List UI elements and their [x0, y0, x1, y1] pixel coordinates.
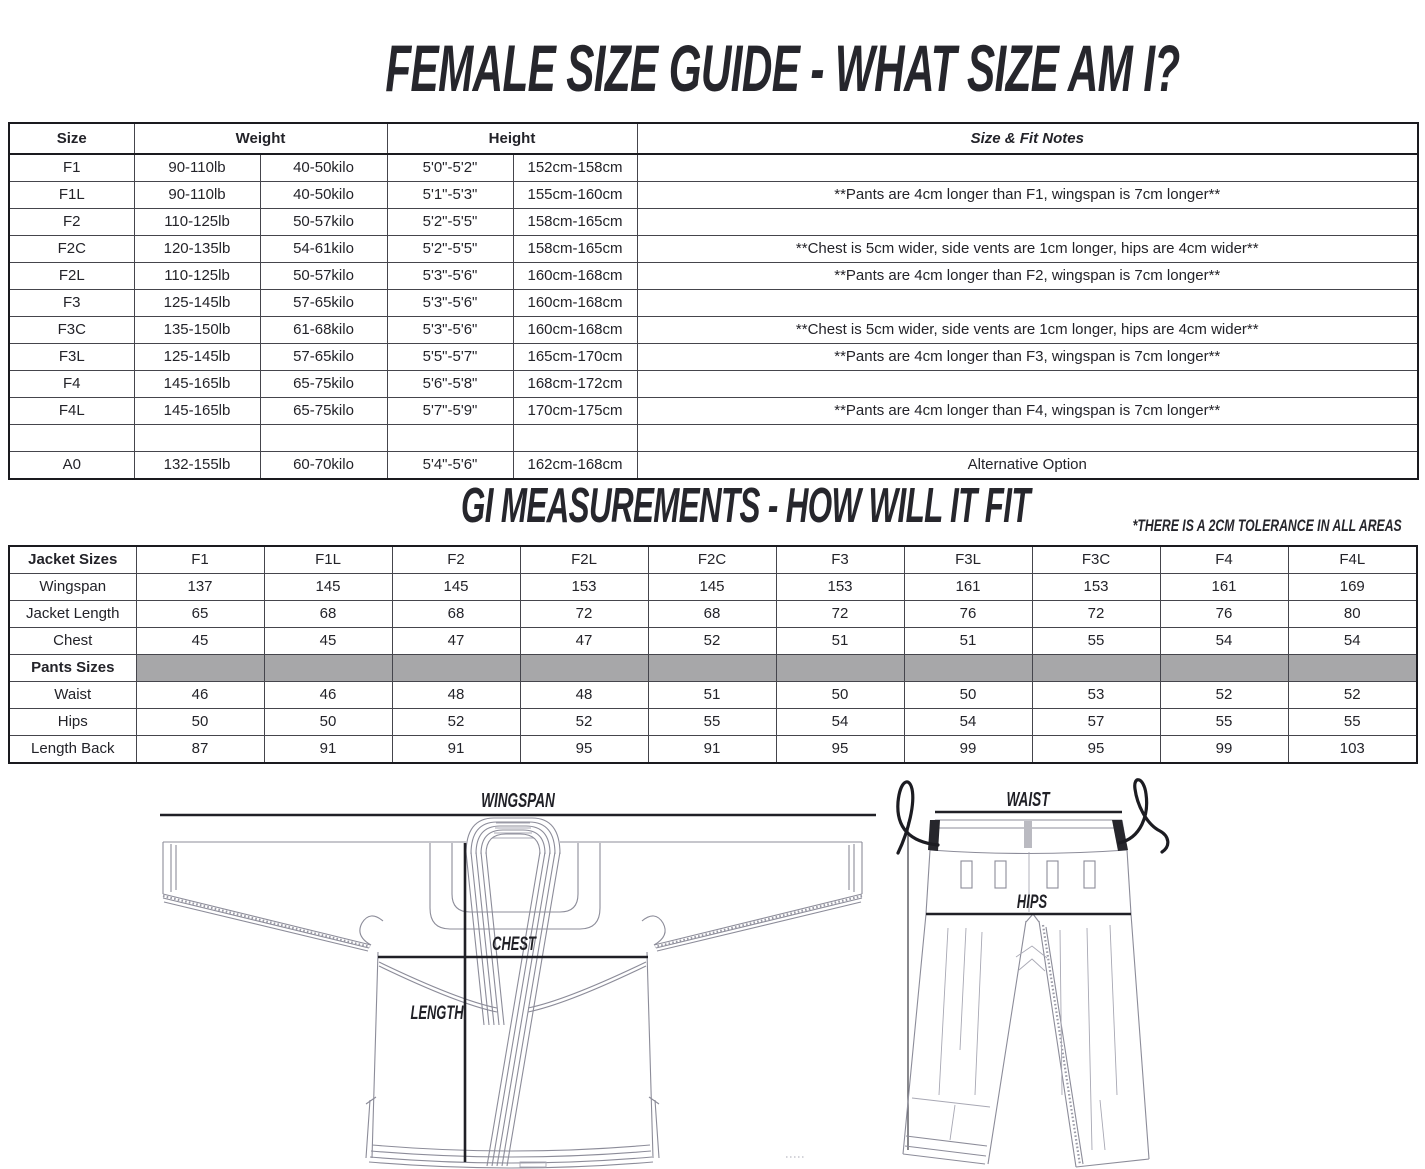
cell-height-cm: 160cm-168cm: [513, 290, 637, 317]
cell-height-cm: 160cm-168cm: [513, 263, 637, 290]
cell-value: 54: [776, 709, 904, 736]
col-header-height: Height: [387, 123, 637, 154]
cell-value: 52: [648, 628, 776, 655]
cell-height-ft: 5'4"-5'6": [387, 452, 513, 480]
cell-size: F3: [9, 290, 134, 317]
table-row: [9, 317, 1418, 344]
size-col-header: F2L: [520, 546, 648, 574]
table-row: [9, 263, 1418, 290]
hips-label: HIPS: [1016, 891, 1048, 913]
cell-value: 169: [1288, 574, 1417, 601]
cell-height-cm: 158cm-165cm: [513, 209, 637, 236]
cell-weight-lb: 135-150lb: [134, 317, 260, 344]
cell-value: 55: [1288, 709, 1417, 736]
size-col-header: F4L: [1288, 546, 1417, 574]
waistband-divider: [1024, 821, 1032, 848]
cell-weight-kg: 61-68kilo: [260, 317, 387, 344]
cell-value: 55: [648, 709, 776, 736]
cell-weight-lb: 110-125lb: [134, 209, 260, 236]
cell-weight-lb: 110-125lb: [134, 263, 260, 290]
cell-value: 137: [136, 574, 264, 601]
cell-height-cm: 155cm-160cm: [513, 182, 637, 209]
jacket-diagram: [160, 789, 876, 1168]
cell-value: 87: [136, 736, 264, 764]
col-header-notes: Size & Fit Notes: [637, 123, 1418, 154]
cell-height-ft: 5'0"-5'2": [387, 154, 513, 182]
measurements-title-text: GI MEASUREMENTS - HOW WILL IT FIT: [461, 479, 1030, 533]
gray-cell: [520, 655, 648, 682]
cell-weight-lb: 132-155lb: [134, 452, 260, 480]
table-row: [9, 371, 1418, 398]
cell-value: 57: [1032, 709, 1160, 736]
gray-cell: [136, 655, 264, 682]
cell-value: 51: [776, 628, 904, 655]
cell-weight-lb: 145-165lb: [134, 398, 260, 425]
table-row: [9, 344, 1418, 371]
cell-value: 91: [264, 736, 392, 764]
cell-value: 51: [904, 628, 1032, 655]
size-col-header: F2C: [648, 546, 776, 574]
cell-value: 50: [776, 682, 904, 709]
cell-value: 51: [648, 682, 776, 709]
cell-value: 153: [1032, 574, 1160, 601]
pants-diagram: [898, 780, 1168, 1167]
cell-size: F1L: [9, 182, 134, 209]
table-row-jacket-length: [9, 601, 1417, 628]
cell-weight-kg: 40-50kilo: [260, 182, 387, 209]
col-header-weight: Weight: [134, 123, 387, 154]
size-col-header: F1: [136, 546, 264, 574]
cell-value: 91: [392, 736, 520, 764]
cell-notes: **Pants are 4cm longer than F2, wingspan is 7cm longer**: [637, 263, 1418, 290]
cell-height-cm: 160cm-168cm: [513, 317, 637, 344]
cell-value: 54: [1160, 628, 1288, 655]
size-col-header: F2: [392, 546, 520, 574]
gray-cell: [1160, 655, 1288, 682]
jacket-outline: [163, 842, 862, 1168]
wingspan-label: WINGSPAN: [481, 789, 555, 812]
cell-value: 65: [136, 601, 264, 628]
row-label: Wingspan: [9, 574, 136, 601]
chest-label: CHEST: [492, 933, 536, 955]
cell-value: 80: [1288, 601, 1417, 628]
cell-notes: **Pants are 4cm longer than F4, wingspan is 7cm longer**: [637, 398, 1418, 425]
cell-value: 48: [392, 682, 520, 709]
cell-weight-lb: 120-135lb: [134, 236, 260, 263]
cell-value: 50: [136, 709, 264, 736]
table-row-empty: [9, 425, 1418, 452]
cell-height-cm: 158cm-165cm: [513, 236, 637, 263]
cell-weight-kg: 50-57kilo: [260, 209, 387, 236]
cell-size: [9, 425, 134, 452]
size-diagrams: [0, 758, 1425, 1169]
size-guide-table: [8, 122, 1419, 480]
cell-size: F4L: [9, 398, 134, 425]
cell-size: F4: [9, 371, 134, 398]
cell-weight-kg: 65-75kilo: [260, 398, 387, 425]
waistband-right-cap: [1112, 820, 1128, 851]
col-header-size: Size: [9, 123, 134, 154]
cell-value: 153: [776, 574, 904, 601]
cell-height-cm: 170cm-175cm: [513, 398, 637, 425]
cell-value: 52: [1160, 682, 1288, 709]
cell-value: 54: [1288, 628, 1417, 655]
cell-value: 72: [776, 601, 904, 628]
cell-weight-lb: 90-110lb: [134, 154, 260, 182]
jacket-sizes-header-row: [9, 546, 1417, 574]
cell-height-ft: 5'1"-5'3": [387, 182, 513, 209]
cell-value: 54: [904, 709, 1032, 736]
cell-weight-lb: 125-145lb: [134, 290, 260, 317]
waist-label: WAIST: [1006, 788, 1050, 811]
cell-height-ft: 5'2"-5'5": [387, 236, 513, 263]
table-row-hips: [9, 709, 1417, 736]
cell-value: 48: [520, 682, 648, 709]
cell-size: A0: [9, 452, 134, 480]
cell-value: 45: [264, 628, 392, 655]
table-row-chest: [9, 628, 1417, 655]
size-col-header: F1L: [264, 546, 392, 574]
gray-cell: [904, 655, 1032, 682]
cell-value: 50: [264, 709, 392, 736]
cell-value: 91: [648, 736, 776, 764]
cell-height-ft: 5'7"-5'9": [387, 398, 513, 425]
cell-value: 47: [520, 628, 648, 655]
jacket-sizes-header: Jacket Sizes: [9, 546, 136, 574]
length-label: LENGTH: [410, 1002, 464, 1024]
cell-weight-kg: [260, 425, 387, 452]
cell-value: 76: [1160, 601, 1288, 628]
cell-notes: **Chest is 5cm wider, side vents are 1cm longer, hips are 4cm wider**: [637, 236, 1418, 263]
cell-value: 45: [136, 628, 264, 655]
table-row-wingspan: [9, 574, 1417, 601]
row-label: Jacket Length: [9, 601, 136, 628]
cell-value: 68: [392, 601, 520, 628]
cell-value: 145: [648, 574, 776, 601]
cell-value: 52: [392, 709, 520, 736]
pants-stitch-lines: [939, 925, 1117, 1150]
cell-size: F3L: [9, 344, 134, 371]
tolerance-note: *THERE IS A 2CM TOLERANCE IN ALL AREAS: [1132, 516, 1402, 535]
cell-value: 46: [136, 682, 264, 709]
gray-cell: [1032, 655, 1160, 682]
row-label: Length Back: [9, 736, 136, 764]
cell-value: 52: [520, 709, 648, 736]
cell-weight-kg: 57-65kilo: [260, 290, 387, 317]
table-row-waist: [9, 682, 1417, 709]
cell-value: 68: [648, 601, 776, 628]
table-row: [9, 398, 1418, 425]
cell-weight-lb: 125-145lb: [134, 344, 260, 371]
table-row: [9, 209, 1418, 236]
cell-value: 161: [904, 574, 1032, 601]
cell-height-cm: 165cm-170cm: [513, 344, 637, 371]
cell-size: F3C: [9, 317, 134, 344]
cell-size: F2L: [9, 263, 134, 290]
cell-height-ft: 5'3"-5'6": [387, 317, 513, 344]
cell-value: 68: [264, 601, 392, 628]
size-col-header: F3C: [1032, 546, 1160, 574]
cell-height-ft: 5'2"-5'5": [387, 209, 513, 236]
cell-weight-lb: 90-110lb: [134, 182, 260, 209]
cell-value: 145: [392, 574, 520, 601]
cell-weight-kg: 54-61kilo: [260, 236, 387, 263]
cell-value: 153: [520, 574, 648, 601]
row-label: Chest: [9, 628, 136, 655]
pants-sizes-header-row: [9, 655, 1417, 682]
size-guide-header-row: [9, 123, 1418, 154]
cell-height-ft: 5'3"-5'6": [387, 290, 513, 317]
cell-value: 145: [264, 574, 392, 601]
gray-cell: [392, 655, 520, 682]
table-row: [9, 290, 1418, 317]
cell-notes: [637, 290, 1418, 317]
cell-height-ft: 5'5"-5'7": [387, 344, 513, 371]
cell-value: 53: [1032, 682, 1160, 709]
cell-notes: [637, 371, 1418, 398]
cell-weight-lb: [134, 425, 260, 452]
cell-notes: **Pants are 4cm longer than F3, wingspan is 7cm longer**: [637, 344, 1418, 371]
cell-notes: [637, 209, 1418, 236]
table-row: [9, 154, 1418, 182]
pants-sizes-header: Pants Sizes: [9, 655, 136, 682]
size-col-header: F3: [776, 546, 904, 574]
cell-weight-kg: 65-75kilo: [260, 371, 387, 398]
cell-height-cm: [513, 425, 637, 452]
table-row: [9, 182, 1418, 209]
row-label: Waist: [9, 682, 136, 709]
size-col-header: F3L: [904, 546, 1032, 574]
cell-size: F1: [9, 154, 134, 182]
gray-cell: [776, 655, 904, 682]
cell-height-ft: 5'3"-5'6": [387, 263, 513, 290]
cell-weight-lb: 145-165lb: [134, 371, 260, 398]
cell-size: F2: [9, 209, 134, 236]
cell-weight-kg: 40-50kilo: [260, 154, 387, 182]
cell-value: 47: [392, 628, 520, 655]
cell-notes: **Pants are 4cm longer than F1, wingspan is 7cm longer**: [637, 182, 1418, 209]
cell-value: 99: [904, 736, 1032, 764]
cell-notes: **Chest is 5cm wider, side vents are 1cm longer, hips are 4cm wider**: [637, 317, 1418, 344]
cell-notes: Alternative Option: [637, 452, 1418, 480]
cell-value: 103: [1288, 736, 1417, 764]
cell-height-cm: 152cm-158cm: [513, 154, 637, 182]
cell-value: 95: [776, 736, 904, 764]
cell-value: 99: [1160, 736, 1288, 764]
cell-height-cm: 162cm-168cm: [513, 452, 637, 480]
cell-size: F2C: [9, 236, 134, 263]
cell-value: 50: [904, 682, 1032, 709]
cell-value: 52: [1288, 682, 1417, 709]
cell-value: 72: [1032, 601, 1160, 628]
gray-cell: [1288, 655, 1417, 682]
cell-height-ft: 5'6"-5'8": [387, 371, 513, 398]
cell-weight-kg: 60-70kilo: [260, 452, 387, 480]
cell-value: 95: [520, 736, 648, 764]
cell-value: 161: [1160, 574, 1288, 601]
page-title: [70, 30, 1425, 106]
cell-value: 55: [1160, 709, 1288, 736]
cell-weight-kg: 57-65kilo: [260, 344, 387, 371]
cell-value: 76: [904, 601, 1032, 628]
cell-notes: [637, 425, 1418, 452]
row-label: Hips: [9, 709, 136, 736]
measurements-table: [8, 545, 1418, 764]
cell-value: 55: [1032, 628, 1160, 655]
gray-cell: [648, 655, 776, 682]
cell-value: 72: [520, 601, 648, 628]
size-col-header: F4: [1160, 546, 1288, 574]
page-title-text: FEMALE SIZE GUIDE - WHAT SIZE AM I?: [385, 31, 1180, 105]
cell-value: 95: [1032, 736, 1160, 764]
jacket-collar: [466, 818, 560, 1167]
cell-height-ft: [387, 425, 513, 452]
pants-outline: [903, 820, 1149, 1167]
cell-weight-kg: 50-57kilo: [260, 263, 387, 290]
gray-cell: [264, 655, 392, 682]
cell-value: 46: [264, 682, 392, 709]
cell-height-cm: 168cm-172cm: [513, 371, 637, 398]
cell-notes: [637, 154, 1418, 182]
table-row: [9, 452, 1418, 480]
table-row: [9, 236, 1418, 263]
jacket-measure-lines: [160, 815, 876, 1162]
